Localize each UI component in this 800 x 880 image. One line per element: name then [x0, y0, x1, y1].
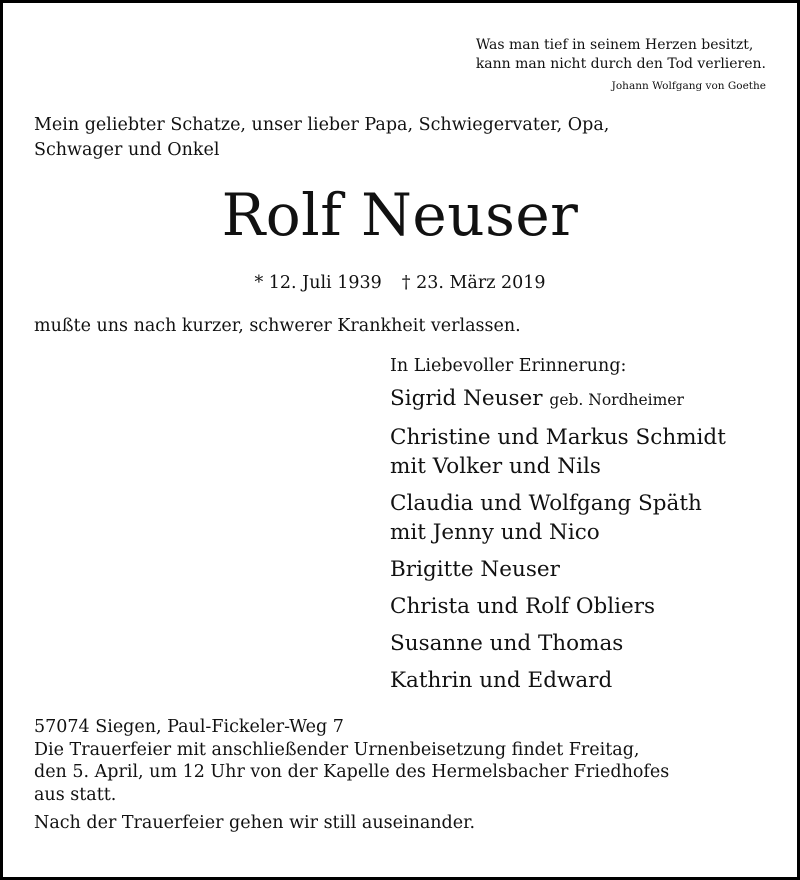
- mourner-kathrin: Kathrin und Edward: [390, 668, 613, 693]
- quote-line-2: kann man nicht durch den Tod verlieren.: [475, 56, 766, 72]
- footer-info: [34, 716, 669, 835]
- mourners-list: [390, 356, 726, 703]
- intro-line-2: Schwager und Onkel: [34, 140, 220, 160]
- ceremony-line-2: den 5. April, um 12 Uhr von der Kapelle des Hermelsbacher Friedhofes: [34, 762, 670, 782]
- mourner-christine-line-1: Christine und Markus Schmidt: [390, 425, 726, 450]
- address: 57074 Siegen, Paul-Fickeler-Weg 7: [34, 717, 344, 737]
- mourner-christine: [390, 423, 726, 481]
- ceremony-line-3: aus statt.: [34, 784, 117, 805]
- deceased-name: Rolf Neuser: [221, 181, 579, 249]
- remembrance-heading: In Liebevoller Erinnerung:: [390, 356, 627, 376]
- intro-line-1: Mein geliebter Schatze, unser lieber Papa, Schwiegervater, Opa,: [34, 115, 610, 135]
- mourner-brigitte: Brigitte Neuser: [390, 557, 560, 582]
- death-date: † 23. März 2019: [401, 273, 546, 293]
- mourner-sigrid-name: Sigrid Neuser: [390, 386, 543, 411]
- mourner-christa: Christa und Rolf Obliers: [390, 594, 656, 619]
- mourner-claudia-line-2: mit Jenny und Nico: [390, 520, 600, 545]
- life-dates: [3, 273, 797, 293]
- passing-text: mußte uns nach kurzer, schwerer Krankheit verlassen.: [34, 316, 521, 336]
- mourner-christine-line-2: mit Volker und Nils: [390, 454, 601, 479]
- birth-date: * 12. Juli 1939: [254, 273, 382, 293]
- intro-text: [34, 113, 609, 163]
- quote-line-1: Was man tief in seinem Herzen besitzt,: [475, 37, 754, 53]
- mourner-claudia: [390, 489, 726, 547]
- ceremony-line-1: Die Trauerfeier mit anschließender Urnenbeisetzung findet Freitag,: [34, 739, 640, 760]
- quote-author: Johann Wolfgang von Goethe: [611, 80, 766, 92]
- mourner-claudia-line-1: Claudia und Wolfgang Späth: [390, 491, 702, 516]
- mourner-susanne: Susanne und Thomas: [390, 631, 624, 656]
- mourner-sigrid: [390, 384, 726, 415]
- closing-text: Nach der Trauerfeier gehen wir still auseinander.: [34, 813, 476, 833]
- goethe-quote: [476, 36, 766, 74]
- mourner-sigrid-note: geb. Nordheimer: [549, 391, 684, 409]
